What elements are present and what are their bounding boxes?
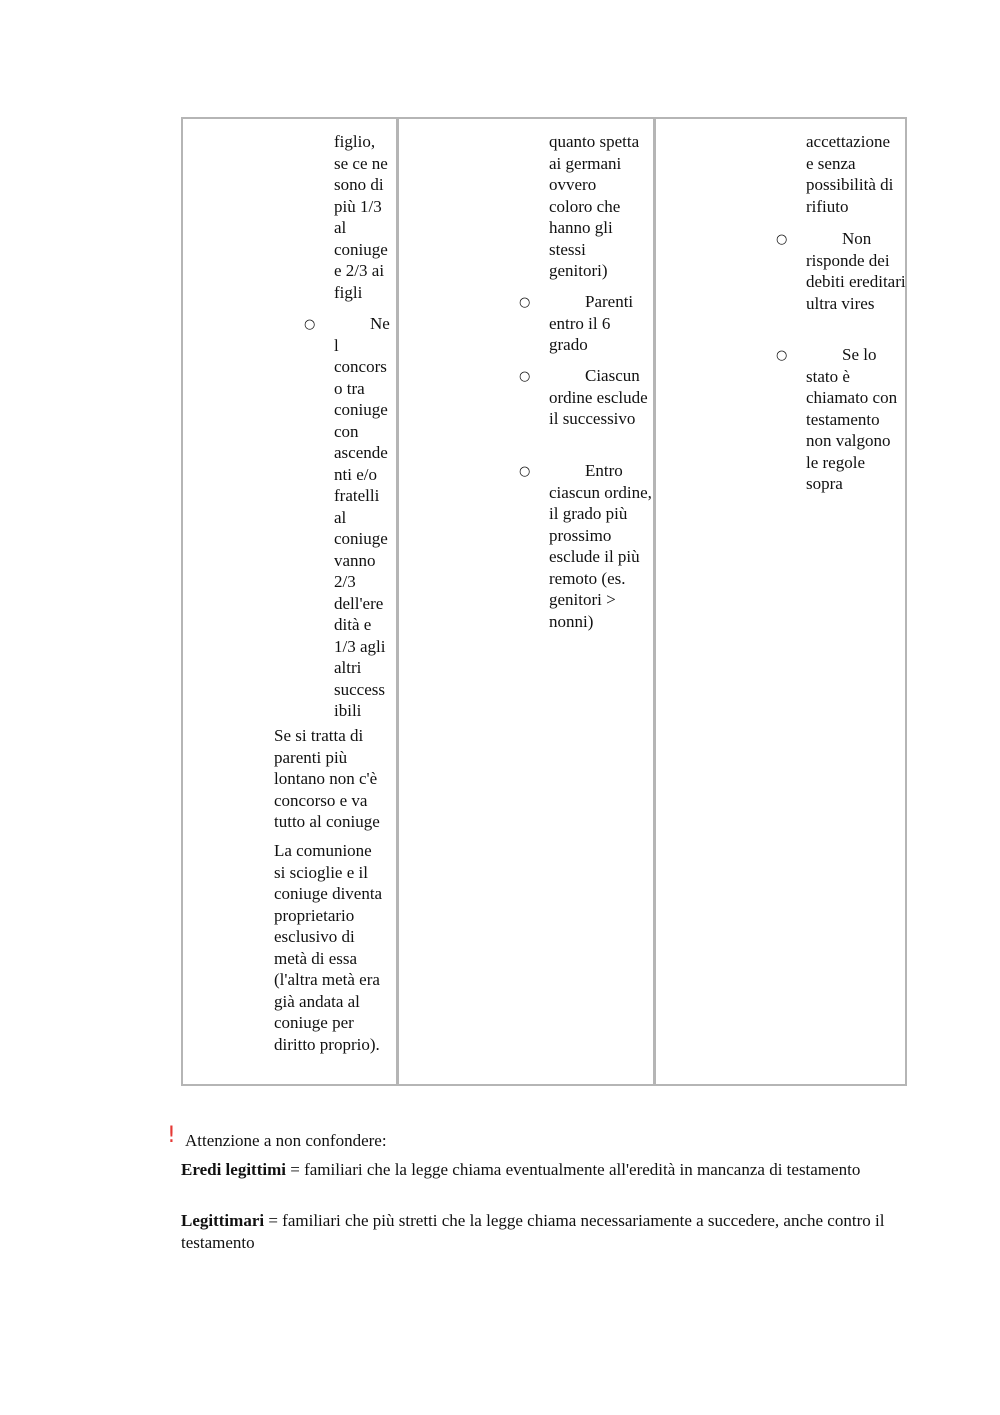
- col2-item-text: Entro ciascun ordine, il grado più prossimo esclude il più remoto (es. genitori > nonni): [549, 461, 652, 631]
- notice-title: Attenzione a non confondere:: [185, 1131, 387, 1150]
- col1-paragraph-1: [274, 725, 396, 833]
- table-column-2: [549, 131, 653, 282]
- col2-item-text: Ciascun ordine esclude il successivo: [549, 366, 648, 428]
- bullet-icon: ○: [304, 317, 316, 332]
- definition-eredi-legittimi: [181, 1159, 901, 1181]
- col1-list-item: [334, 313, 396, 722]
- col3-top-text: accettazione e senza possibilità di rifiuto: [806, 132, 894, 216]
- col1-para2-text: La comunione si scioglie e il coniuge diventa proprietario esclusivo di metà di essa (l'altra metà era già andata al coniuge per diritto proprio).: [274, 841, 383, 1054]
- col3-item-text: Non risponde dei debiti ereditari ultra vires: [806, 229, 906, 313]
- definition-text: = familiari che la legge chiama eventualmente all'eredità in mancanza di testamento: [285, 1160, 861, 1179]
- col1-top-text: figlio, se ce ne sono di più 1/3 al coniuge e 2/3 ai figli: [334, 132, 388, 302]
- bullet-icon: ○: [776, 348, 788, 363]
- exclamation-icon: !: [167, 1123, 176, 1148]
- col2-item-text: Parenti entro il 6 grado: [549, 292, 634, 354]
- col3-list-item: [806, 228, 906, 314]
- col2-top-text: quanto spetta ai germani ovvero coloro che hanno gli stessi genitori): [549, 132, 640, 280]
- col3-list-item: [806, 344, 906, 495]
- bullet-icon: ○: [776, 232, 788, 247]
- col2-list-item: [549, 291, 653, 356]
- table-column-3: [806, 131, 906, 217]
- col1-paragraph-2: [274, 840, 396, 1055]
- definition-legittimari: [181, 1210, 901, 1253]
- bullet-icon: ○: [519, 295, 531, 310]
- column-divider: [653, 117, 656, 1086]
- col2-list-item: [549, 460, 653, 632]
- table-column-1: [334, 131, 396, 303]
- bullet-icon: ○: [519, 464, 531, 479]
- definition-text: = familiari che più stretti che la legge chiama necessariamente a succedere, anche contro il testamento: [181, 1211, 885, 1252]
- column-divider: [396, 117, 399, 1086]
- col3-item-text: Se lo stato è chiamato con testamento non valgono le regole sopra: [806, 345, 898, 493]
- col1-item-text: Ne l concors o tra coniuge con ascende nti e/o fratelli al coniuge vanno 2/3 dell'ere dità e 1/3 agli altri success ibili: [334, 314, 390, 720]
- bullet-icon: ○: [519, 369, 531, 384]
- definition-term: Legittimari: [181, 1211, 265, 1230]
- definition-term: Eredi legittimi: [181, 1160, 286, 1179]
- col1-para1-text: Se si tratta di parenti più lontano non c'è concorso e va tutto al coniuge: [274, 726, 380, 831]
- col2-list-item: [549, 365, 653, 430]
